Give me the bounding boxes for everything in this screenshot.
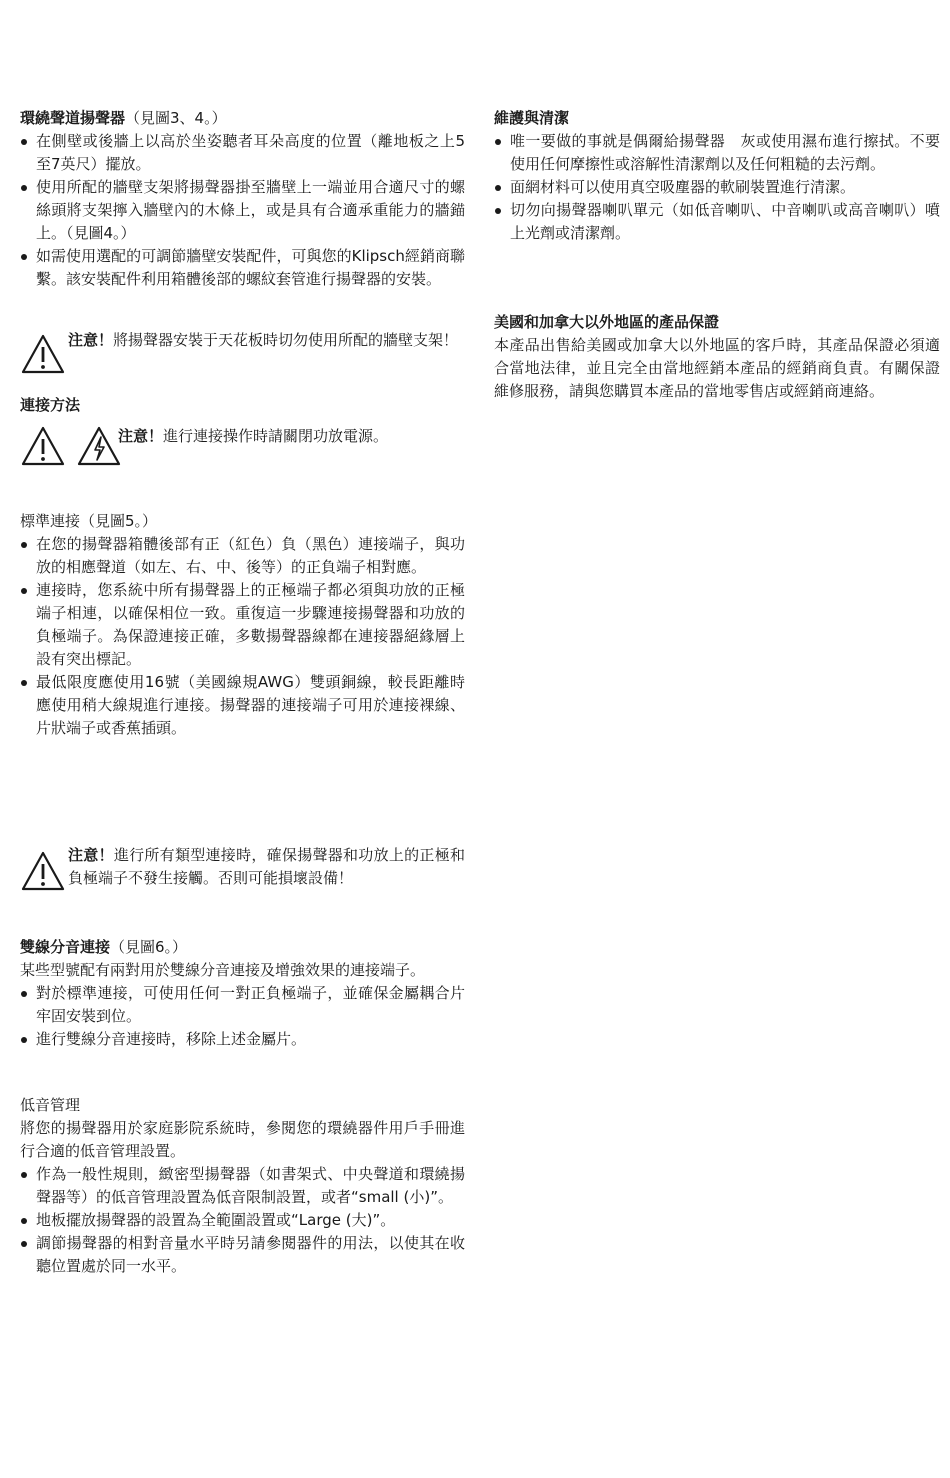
list-item: 進行雙線分音連接時，移除上述金屬片。 [20, 1028, 465, 1051]
list-item: 在側壁或後牆上以高於坐姿聽者耳朵高度的位置（離地板之上5至7英尺）擺放。 [20, 130, 465, 176]
caution-icons [20, 333, 66, 375]
caution-icons [20, 425, 122, 467]
caution-power-off [20, 425, 465, 448]
list-item: 使用所配的牆壁支架將揚聲器掛至牆壁上一端並用合適尺寸的螺絲頭將支架擰入牆壁內的木條上，或是具有合適承重能力的牆錨上。（見圖4。） [20, 176, 465, 245]
warning-triangle-icon [20, 425, 66, 467]
caution-power-text [118, 425, 465, 448]
bass-intro: 將您的揚聲器用於家庭影院系統時，參閱您的環繞器件用戶手冊進行合適的低音管理設置。 [20, 1119, 465, 1160]
standard-heading [20, 510, 465, 533]
list-item: 在您的揚聲器箱體後部有正（紅色）負（黑色）連接端子，與功放的相應聲道（如左、右、中、後等）的正負端子相對應。 [20, 533, 465, 579]
caution-contact-text [68, 844, 465, 890]
list-item: 對於標準連接，可使用任何一對正負極端子，並確保金屬耦合片牢固安裝到位。 [20, 982, 465, 1028]
caution-icons [20, 850, 66, 892]
list-item: 連接時，您系統中所有揚聲器上的正極端子都必須與功放的正極端子相連，以確保相位一致。重復這一步驟連接揚聲器和功放的負極端子。為保證連接正確，多數揚聲器線都在連接器絕緣層上設有突出標記。 [20, 579, 465, 671]
warranty-heading: 美國和加拿大以外地區的產品保證 [494, 313, 720, 331]
biwire-ref: （見圖6。） [110, 938, 188, 956]
bass-heading: 低音管理 [20, 1096, 81, 1114]
caution-message: 進行連接操作時請關閉功放電源。 [163, 427, 389, 445]
caution-terminal-contact [20, 844, 465, 890]
care-heading: 維護與清潔 [494, 109, 570, 127]
care-cleaning-section [494, 107, 940, 245]
bass-management-section [20, 1094, 465, 1278]
biwire-title: 雙線分音連接 [20, 938, 111, 956]
biwire-section [20, 936, 465, 1051]
list-item: 地板擺放揚聲器的設置為全範圍設置或“Large (大)”。 [20, 1209, 465, 1232]
surround-bullets [20, 130, 465, 291]
list-item: 作為一般性規則，緻密型揚聲器（如書架式、中央聲道和環繞揚聲器等）的低音管理設置為低音限制設置，或者“small (小)”。 [20, 1163, 465, 1209]
surround-heading [20, 107, 465, 130]
caution-label: 注意！ [68, 331, 114, 349]
standard-connection-section [20, 510, 465, 740]
caution-message: 進行所有類型連接時，確保揚聲器和功放上的正極和負極端子不發生接觸。否則可能損壞設備！ [68, 846, 465, 887]
list-item: 切勿向揚聲器喇叭單元（如低音喇叭、中音喇叭或高音喇叭）噴上光劑或清潔劑。 [494, 199, 940, 245]
warning-triangle-icon [20, 850, 66, 892]
surround-title: 環繞聲道揚聲器 [20, 109, 126, 127]
caution-label: 注意！ [68, 846, 114, 864]
biwire-heading [20, 936, 465, 959]
care-bullets [494, 130, 940, 245]
caution-label: 注意！ [118, 427, 164, 445]
surround-ref: （見圖3、4。） [125, 109, 227, 127]
connection-section [20, 394, 465, 417]
warranty-text: 本產品出售給美國或加拿大以外地區的客戶時，其產品保證必須適合當地法律，並且完全由當地經銷本產品的經銷商負責。有關保證維修服務，請與您購買本產品的當地零售店或經銷商連絡。 [494, 336, 940, 400]
warranty-section [494, 311, 940, 403]
surround-speakers-section [20, 107, 465, 291]
caution-message: 將揚聲器安裝于天花板時切勿使用所配的牆壁支架！ [113, 331, 459, 349]
list-item: 調節揚聲器的相對音量水平時另請參閱器件的用法，以使其在收聽位置處於同一水平。 [20, 1232, 465, 1278]
list-item: 面網材料可以使用真空吸塵器的軟刷裝置進行清潔。 [494, 176, 940, 199]
list-item: 唯一要做的事就是偶爾給揚聲器 灰或使用濕布進行擦拭。不要使用任何摩擦性或溶解性清潔劑以及任何粗糙的去污劑。 [494, 130, 940, 176]
biwire-bullets [20, 982, 465, 1051]
list-item: 最低限度應使用16號（美國線規AWG）雙頭銅線，較長距離時應使用稍大線規進行連接。揚聲器的連接端子可用於連接裸線、片狀端子或香蕉插頭。 [20, 671, 465, 740]
caution-ceiling-text [68, 329, 465, 352]
list-item: 如需使用選配的可調節牆壁安裝配件，可與您的Klipsch經銷商聯繫。該安裝配件利用箱體後部的螺紋套管進行揚聲器的安裝。 [20, 245, 465, 291]
caution-ceiling-mount [20, 329, 465, 352]
connection-heading: 連接方法 [20, 396, 81, 414]
standard-bullets [20, 533, 465, 740]
warning-triangle-icon [20, 333, 66, 375]
biwire-intro: 某些型號配有兩對用於雙線分音連接及增強效果的連接端子。 [20, 961, 426, 979]
electric-shock-icon [76, 425, 122, 467]
bass-bullets [20, 1163, 465, 1278]
standard-title: 標準連接 [20, 512, 81, 530]
standard-ref: （見圖5。） [80, 512, 158, 530]
